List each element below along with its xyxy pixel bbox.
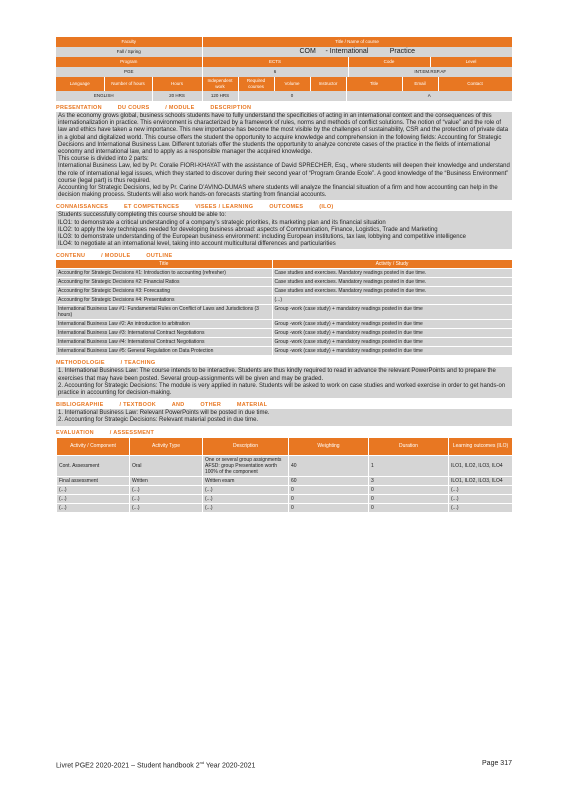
eval-cell-weighting: 0 xyxy=(289,485,369,494)
eval-cell-type: Written xyxy=(130,476,203,485)
eval-cell-weighting: 0 xyxy=(289,494,369,503)
eval-cell-type: Oral xyxy=(130,455,203,476)
eval-row xyxy=(57,485,513,494)
bibliography-heading-part-4: OTHER xyxy=(200,402,222,409)
ilo-heading xyxy=(56,203,512,211)
presentation-paragraph-3: International Business Law, led by Pr. Coralie FIORI-KHAYAT with the assistance of David SPRECHER, Esq., where students will deepen their knowledge and understand the role of international legal issues, which they started to discover during their second year of “Program Grande Ecole”. A good knowledge of the “Business Environment” course (legal part) is thus required. xyxy=(58,163,510,184)
program-value: PGE xyxy=(56,67,202,77)
outline-row-title: International Business Law #3: International Contract Negotiations xyxy=(56,329,272,338)
eval-cell-component: (...) xyxy=(57,494,130,503)
code-label: Code xyxy=(348,57,430,67)
eval-type-header: Activity Type xyxy=(130,437,203,455)
outline-row xyxy=(56,296,512,305)
outline-activity-header: Activity / Study xyxy=(272,260,512,269)
footer-title-year: Year 2020-2021 xyxy=(204,762,256,770)
ilo-item-3: ILO3: to demonstrate understanding of the European business environment: including European institutions, tax law, lobbying and competitive intelligence xyxy=(58,234,466,241)
title-label: Title xyxy=(346,77,402,91)
footer-title-text: Livret PGE2 2020-2021 – Student handbook 2 xyxy=(56,762,200,770)
eval-cell-duration: 3 xyxy=(369,476,449,485)
outline-row xyxy=(56,338,512,347)
eval-cell-type: (...) xyxy=(130,485,203,494)
presentation-paragraph-1: As the economy grows global, business schools students have to fully understand the specificities of acting in an international context and the consequences of this internationalization in practice. This environment is characterized by a framework of rules, norms and methods of conflict solutions. The notion of “value” and the role of law and ethics have taken a new importance. This new importance has become the most visible by the challenges of sustainability, CSR and the protection of private data in a global and digitalized world. This course offers the student the opportunity to acquire knowledge and comprehension in the following fields: Accounting for Strategic Decisions and International Business Law. Different tutorials offer the students the opportunity to analyze concrete cases of the practice in the fields of international economy and international law, and to apply as a responsible manager the acquired knowledge. xyxy=(58,113,509,156)
evaluation-heading-part-2: / ASSESSMENT xyxy=(109,429,155,436)
ilo-intro: Students successfully completing this course should be able to: xyxy=(58,212,227,219)
eval-row xyxy=(57,455,513,476)
eval-weighting-header: Weighting xyxy=(289,437,369,455)
ilo-heading-part-1: CONNAISSANCES xyxy=(56,204,109,211)
evaluation-heading-part-1: EVALUATION xyxy=(56,429,94,436)
eval-cell-description: Written exam xyxy=(203,476,289,485)
hours-value: 20 HRS xyxy=(152,91,202,101)
eval-cell-duration: 0 xyxy=(369,503,449,512)
code-value: INT.EM.RSP.AF xyxy=(348,67,512,77)
methodology-heading-part-1: METHODOLOGIE xyxy=(56,360,105,367)
bibliography-item-2: 2. Accounting for Strategic Decisions: Relevant material posted in due time. xyxy=(58,417,259,424)
eval-row xyxy=(57,476,513,485)
presentation-heading xyxy=(56,104,512,112)
eval-cell-duration: 1 xyxy=(369,455,449,476)
methodology-heading xyxy=(56,359,512,367)
eval-cell-ilo: ILO1, ILO2, ILO3, ILO4 xyxy=(449,455,513,476)
outline-row-activity: Group -work (case study) + mandatory readings posted in due time xyxy=(272,347,512,356)
ects-value: 6 xyxy=(202,67,348,77)
bibliography-heading-part-5: MATERIAL xyxy=(236,402,268,409)
course-title-part-a: COM xyxy=(299,48,316,55)
outline-row-activity: Group -work (case study) + mandatory readings posted in due time xyxy=(272,329,512,338)
outline-row-title: Accounting for Strategic Decisions #1: Introduction to accounting (refresher) xyxy=(56,269,272,278)
outline-row xyxy=(56,287,512,296)
methodology-paragraph-1: 1. International Business Law: The course intends to be interactive. Students are thus kindly required to read in advance the relevant PowerPoints and to prepare the exercises that may have been posted. Several group-assignments will be given and may be graded. xyxy=(58,368,496,382)
hours-number-label: Number of hours xyxy=(104,77,152,91)
eval-cell-description: (...) xyxy=(203,503,289,512)
outline-row-title: Accounting for Strategic Decisions #3: Forecasting xyxy=(56,287,272,296)
eval-cell-duration: 0 xyxy=(369,494,449,503)
faculty-label: Faculty xyxy=(56,37,202,47)
semester-value: Fall / Spring xyxy=(56,47,202,57)
bibliography-heading-part-2: / TEXTBOOK xyxy=(119,402,157,409)
bibliography-heading-part-3: AND xyxy=(171,402,185,409)
course-header-table xyxy=(56,37,513,57)
outline-row xyxy=(56,329,512,338)
methodology-box xyxy=(56,367,512,398)
eval-ilo-header: Learning outcomes (ILO) xyxy=(449,437,513,455)
ilo-item-1: ILO1: to demonstrate a critical understanding of a company’s strategic priorities, its marketing plan and its financial situation xyxy=(58,219,386,226)
required-courses-label: Required courses xyxy=(238,77,274,91)
bibliography-box xyxy=(56,409,512,425)
eval-description-header: Description xyxy=(203,437,289,455)
outline-heading xyxy=(56,252,512,260)
ilo-heading-part-5: (ILO) xyxy=(319,204,334,211)
contact-label: Contact xyxy=(438,77,512,91)
outline-row xyxy=(56,278,512,287)
required-courses-value: 0 xyxy=(238,91,346,101)
program-label: Program xyxy=(56,57,202,67)
evaluation-table xyxy=(56,437,513,513)
eval-cell-weighting: 60 xyxy=(289,476,369,485)
ects-label: ECTS xyxy=(202,57,348,67)
methodology-paragraph-2: 2. Accounting for Strategic Decisions: The module is very applied in nature. Students will be asked to work on case studies and worked exercise in order to get hands-on practice in accounting for decision-making. xyxy=(58,382,506,397)
outline-row-activity: Case studies and exercises. Mandatory readings posted in due time. xyxy=(272,287,512,296)
page-number: Page 317 xyxy=(482,760,512,767)
outline-row-activity: Case studies and exercises. Mandatory readings posted in due time. xyxy=(272,269,512,278)
outline-row-activity: (...) xyxy=(272,296,512,305)
eval-cell-ilo: (...) xyxy=(449,485,513,494)
outline-row-activity: Group -work (case study) + mandatory readings posted in due time xyxy=(272,320,512,329)
volume-label: Volume xyxy=(274,77,310,91)
presentation-heading-part-4: DESCRIPTION xyxy=(210,105,252,111)
course-sheet xyxy=(56,37,512,513)
outline-heading-part-3: OUTLINE xyxy=(146,253,173,260)
ilo-heading-part-2: ET COMPETENCES xyxy=(124,204,180,211)
outline-row-activity: Case studies and exercises. Mandatory readings posted in due time. xyxy=(272,278,512,287)
presentation-heading-part-3: / MODULE xyxy=(165,105,195,111)
outline-row-activity: Group -work (case study) + mandatory readings posted in due time xyxy=(272,305,512,320)
course-title-value xyxy=(202,47,512,57)
course-title-part-b: - International xyxy=(325,48,369,55)
presentation-heading-part-1: PRESENTATION xyxy=(56,105,102,111)
methodology-heading-part-2: / TEACHING xyxy=(120,360,156,367)
outline-row xyxy=(56,269,512,278)
ilo-heading-part-3: VISEES / LEARNING xyxy=(195,204,254,211)
outline-row-title: International Business Law #5: General Regulation on Data Protection xyxy=(56,347,272,356)
ilo-item-4: ILO4: to negotiate at an international level, taking into account multicultural differences and particularities xyxy=(58,241,336,248)
language-value: ENGLISH xyxy=(56,91,152,101)
course-title-part-c: Practice xyxy=(389,48,416,55)
independent-hours-value: 120 HRS xyxy=(202,91,238,101)
evaluation-heading xyxy=(56,429,512,437)
outline-title-header: Title xyxy=(56,260,272,269)
eval-cell-weighting: 40 xyxy=(289,455,369,476)
eval-cell-description: One or several group assignments AFSD: group Presentation worth 100% of the component xyxy=(203,455,289,476)
outline-row-title: International Business Law #1: Fundamental Rules on Conflict of Laws and Jurisdictions (3 hours) xyxy=(56,305,272,320)
bibliography-heading xyxy=(56,401,512,409)
presentation-paragraph-2: This course is divided into 2 parts: xyxy=(58,156,149,163)
outline-row xyxy=(56,305,512,320)
outline-row-title: Accounting for Strategic Decisions #2: Financial Ratios xyxy=(56,278,272,287)
independent-work-label: Independent work xyxy=(202,77,238,91)
eval-duration-header: Duration xyxy=(369,437,449,455)
eval-component-header: Activity / Component xyxy=(57,437,130,455)
eval-row xyxy=(57,494,513,503)
outline-heading-part-2: / MODULE xyxy=(101,253,131,260)
outline-row xyxy=(56,320,512,329)
eval-cell-ilo: ILO1, ILO2, ILO3, ILO4 xyxy=(449,476,513,485)
eval-cell-description: (...) xyxy=(203,494,289,503)
course-title-label: Title / Name of course xyxy=(202,37,512,47)
outline-row xyxy=(56,347,512,356)
outline-row-title: International Business Law #4: International Contract Negotiations xyxy=(56,338,272,347)
ilo-heading-part-4: OUTCOMES xyxy=(269,204,304,211)
presentation-paragraph-4: Accounting for Strategic Decisions, led by Pr. Carine D’AVINO-DUMAS where students will analyze the financial situation of a firm and how accounting can help in the decision making process. Students will also work hands-on forecasts starting from financial accounts. xyxy=(58,185,498,199)
bibliography-heading-part-1: BIBLIOGRAPHIE xyxy=(56,402,104,409)
language-label: Language xyxy=(56,77,104,91)
outline-table xyxy=(56,260,513,356)
footer-handbook-title xyxy=(56,760,255,769)
outline-row-activity: Group -work (case study) + mandatory readings posted in due time xyxy=(272,338,512,347)
contact-value: A xyxy=(346,91,512,101)
email-label: Email xyxy=(402,77,438,91)
eval-cell-component: Cont. Assessment xyxy=(57,455,130,476)
eval-row xyxy=(57,503,513,512)
eval-cell-component: (...) xyxy=(57,503,130,512)
bibliography-item-1: 1. International Business Law: Relevant PowerPoints will be posted in due time. xyxy=(58,410,270,417)
eval-cell-type: (...) xyxy=(130,494,203,503)
hours-label: Hours xyxy=(152,77,202,91)
instructor-label: Instructor xyxy=(310,77,346,91)
eval-cell-component: (...) xyxy=(57,485,130,494)
presentation-box xyxy=(56,112,512,200)
eval-cell-ilo: (...) xyxy=(449,503,513,512)
eval-cell-weighting: 0 xyxy=(289,503,369,512)
eval-cell-type: (...) xyxy=(130,503,203,512)
presentation-heading-part-2: DU COURS xyxy=(117,105,150,111)
outline-row-title: Accounting for Strategic Decisions #4: Presentations xyxy=(56,296,272,305)
course-hours-table xyxy=(56,77,513,101)
footer-title-sup: nd xyxy=(199,760,205,765)
eval-cell-ilo: (...) xyxy=(449,494,513,503)
outline-row-title: International Business Law #2: An introduction to arbitration xyxy=(56,320,272,329)
outline-heading-part-1: CONTENU xyxy=(56,253,86,260)
eval-cell-component: Final assessment xyxy=(57,476,130,485)
level-label: Level xyxy=(430,57,512,67)
ilo-item-2: ILO2: to apply the key techniques needed for developing business abroad: aspects of Communication, Finance, Logistics, Trade and Marketing xyxy=(58,226,438,233)
course-info-table xyxy=(56,57,513,77)
eval-cell-description: (...) xyxy=(203,485,289,494)
eval-cell-duration: 0 xyxy=(369,485,449,494)
ilo-box xyxy=(56,211,512,249)
